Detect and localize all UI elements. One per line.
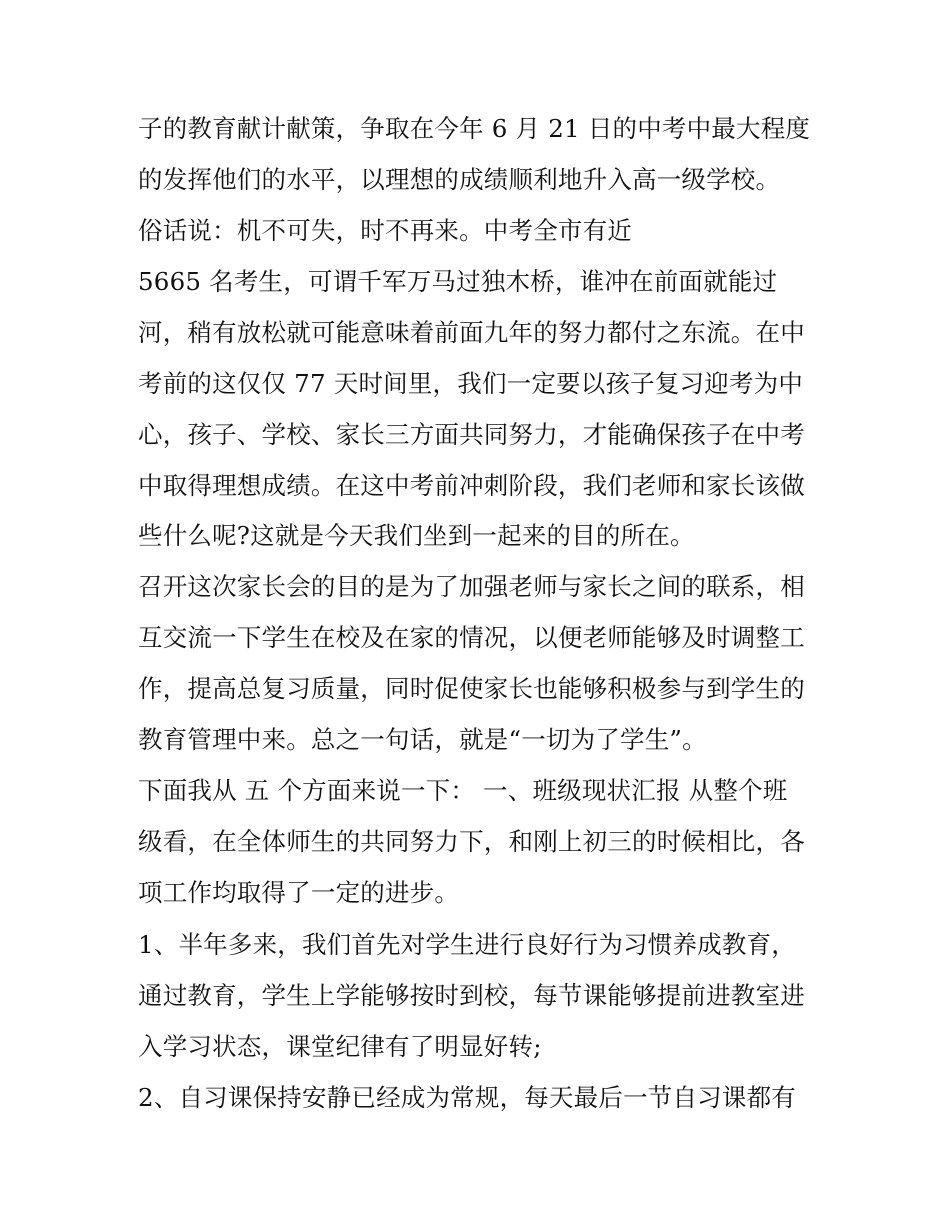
text-line: 作，提高总复习质量，同时促使家长也能够积极参与到学生的 bbox=[138, 674, 805, 703]
text-line: 入学习状态，课堂纪律有了明显好转; bbox=[138, 1032, 542, 1061]
text-line: 子的教育献计献策，争取在今年 6 月 21 日的中考中最大程度 bbox=[138, 114, 811, 143]
text-line: 通过教育，学生上学能够按时到校，每节课能够提前进教室进 bbox=[138, 981, 805, 1010]
text-line: 些什么呢?这就是今天我们坐到一起来的目的所在。 bbox=[138, 521, 695, 550]
text-line: 项工作均取得了一定的进步。 bbox=[138, 878, 460, 907]
text-line: 1、半年多来，我们首先对学生进行良好行为习惯养成教育， bbox=[138, 930, 796, 959]
text-line: 河，稍有放松就可能意味着前面九年的努力都付之东流。在中 bbox=[138, 318, 805, 347]
text-line: 下面我从 五 个方面来说一下： 一、班级现状汇报 从整个班 bbox=[138, 776, 788, 805]
text-line: 互交流一下学生在校及在家的情况，以便老师能够及时调整工 bbox=[138, 623, 805, 652]
text-line: 教育管理中来。总之一句话，就是“一切为了学生”。 bbox=[138, 725, 707, 754]
text-line: 召开这次家长会的目的是为了加强老师与家长之间的联系，相 bbox=[138, 572, 805, 601]
text-line: 2、自习课保持安静已经成为常规，每天最后一节自习课都有 bbox=[138, 1083, 796, 1112]
text-line: 级看，在全体师生的共同努力下，和刚上初三的时候相比，各 bbox=[138, 827, 805, 856]
text-line: 考前的这仅仅 77 天时间里，我们一定要以孩子复习迎考为中 bbox=[138, 369, 804, 398]
text-line: 的发挥他们的水平，以理想的成绩顺利地升入高一级学校。 bbox=[138, 165, 781, 194]
text-line: 俗话说：机不可失，时不再来。中考全市有近 bbox=[138, 216, 632, 245]
text-line: 心，孩子、学校、家长三方面共同努力，才能确保孩子在中考 bbox=[138, 420, 805, 449]
text-line: 5665 名考生，可谓千军万马过独木桥，谁冲在前面就能过 bbox=[138, 267, 778, 296]
text-line: 中取得理想成绩。在这中考前冲刺阶段，我们老师和家长该做 bbox=[138, 471, 805, 500]
